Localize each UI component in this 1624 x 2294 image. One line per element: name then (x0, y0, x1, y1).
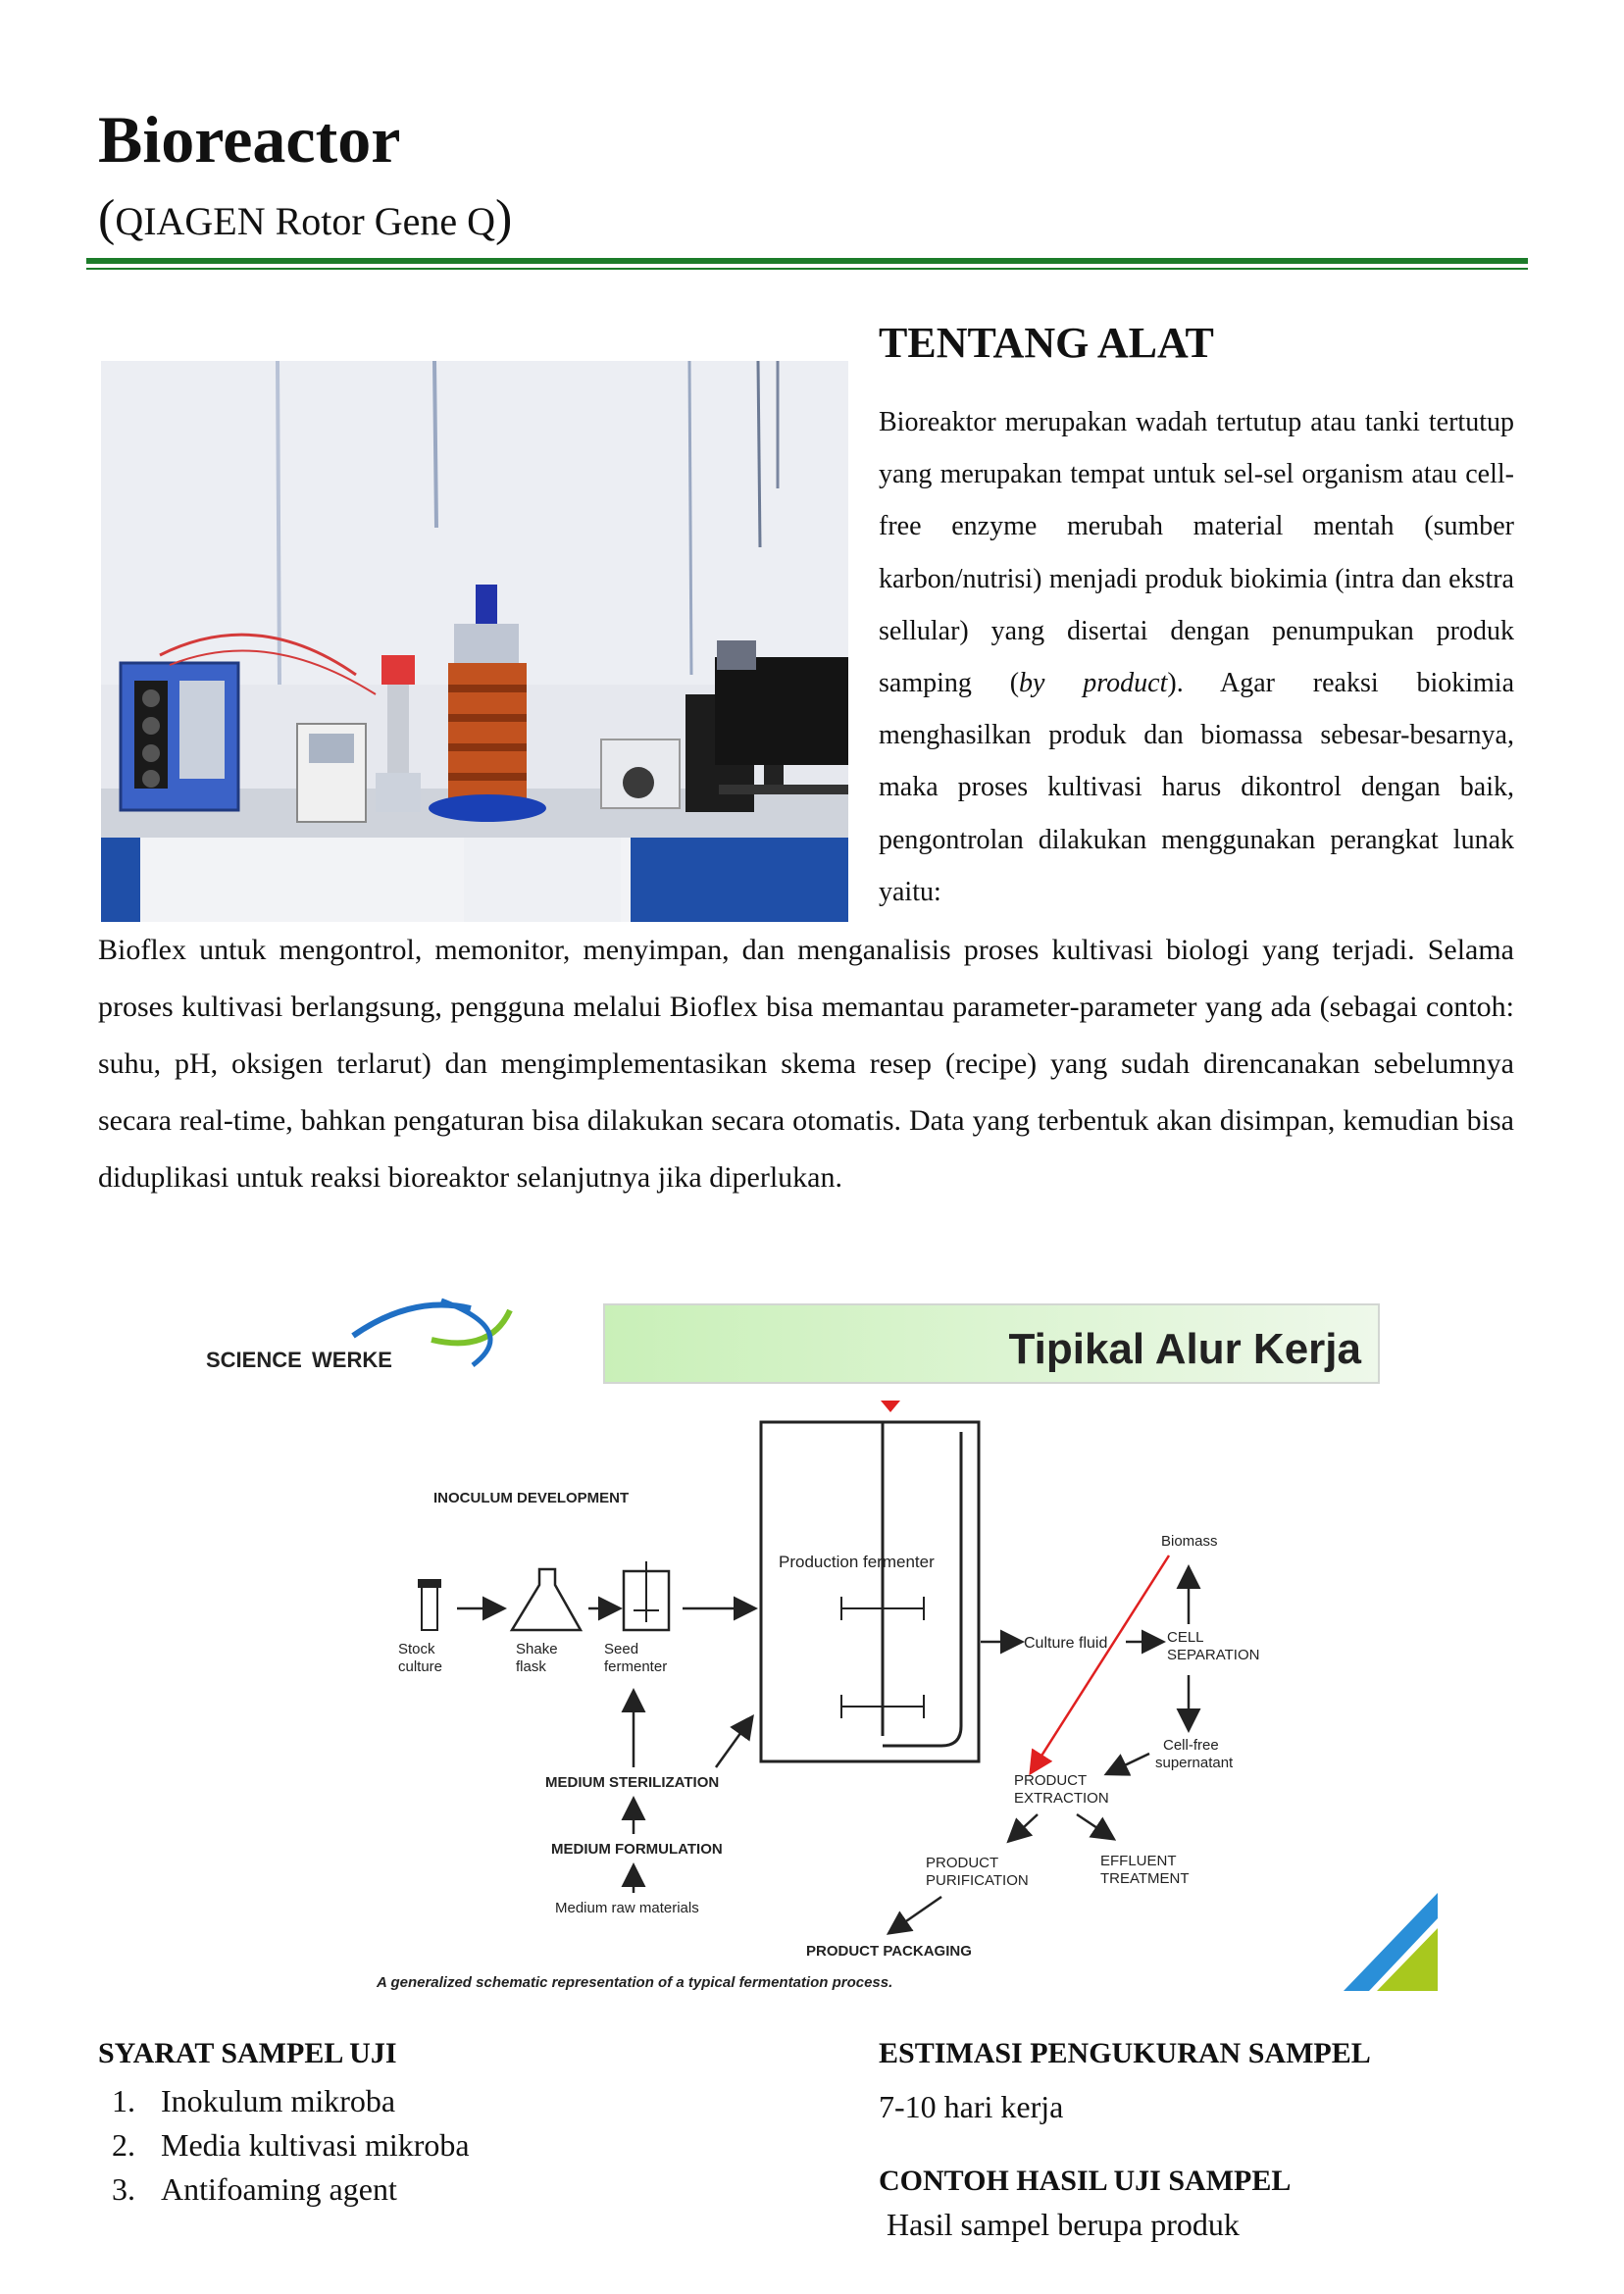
subtitle-text: QIAGEN Rotor Gene Q (115, 199, 496, 243)
about-paragraph (879, 396, 1514, 918)
medium-sterilization-label: MEDIUM STERILIZATION (545, 1774, 720, 1791)
list-item-number: 1. (112, 2083, 135, 2118)
header-rule-thick (86, 258, 1528, 264)
example-heading: CONTOH HASIL UJI SAMPEL (879, 2165, 1292, 2197)
workflow-banner-title: Tipikal Alur Kerja (1008, 1325, 1361, 1373)
medium-raw-materials-label: Medium raw materials (555, 1900, 699, 1916)
production-fermenter-label: Production fermenter (779, 1553, 935, 1571)
cell-separation-label-2: SEPARATION (1167, 1647, 1260, 1663)
logo-science-text: SCIENCE (206, 1348, 302, 1372)
cell-free-label-2: supernatant (1155, 1755, 1234, 1771)
red-feed-marker (881, 1401, 900, 1412)
page-subtitle (98, 192, 512, 248)
cell-separation-label-1: CELL (1167, 1629, 1204, 1646)
page-title: Bioreactor (98, 102, 401, 177)
product-extraction-label-1: PRODUCT (1014, 1772, 1088, 1789)
stock-culture-icon (422, 1587, 437, 1630)
header-rule-thin (86, 268, 1528, 270)
culture-fluid-label: Culture fluid (1024, 1635, 1108, 1652)
production-fermenter-vessel (761, 1422, 979, 1761)
about-text-part1: Bioreaktor merupakan wadah tertutup atau tanki tertutup yang merupakan tempat untuk sel-sel organism atau cell-free enzyme merubah material mentah (sumber karbon/nutrisi) menjadi produk biokimia (intra dan ekstra sellular) yang disertai dengan penumpukan produk samping ( (879, 407, 1514, 699)
list-item (112, 2123, 470, 2167)
effluent-treatment-label-2: TREATMENT (1100, 1870, 1190, 1887)
product-packaging-label: PRODUCT PACKAGING (806, 1943, 972, 1960)
about-paragraph-continued: Bioflex untuk mengontrol, memonitor, menyimpan, dan menganalisis proses kultivasi biologi yang terjadi. Selama proses kultivasi berlangsung, pengguna melalui Bioflex bisa memantau parameter-parameter yang ada (sebagai contoh: suhu, pH, oksigen terlarut) dan mengimplementasikan skema resep (recipe) yang sudah direncanakan sebelumnya secara real-time, bahkan pengaturan bisa dilakukan secara otomatis. Data yang terbentuk akan disimpan, kemudian bisa diduplikasi untuk reaksi bioreaktor selanjutnya jika diperlukan. (98, 934, 1514, 1194)
subtitle-close-paren: ) (495, 190, 513, 246)
effluent-treatment-label-1: EFFLUENT (1100, 1853, 1177, 1869)
about-heading: TENTANG ALAT (879, 319, 1214, 367)
bioreactor-photo (101, 361, 848, 922)
product-extraction-label-2: EXTRACTION (1014, 1790, 1109, 1807)
requirements-heading: SYARAT SAMPEL UJI (98, 2037, 397, 2069)
workflow-caption: A generalized schematic representation of a typical fermentation process. (377, 1974, 893, 1991)
example-value: Hasil sampel berupa produk (887, 2207, 1240, 2242)
medium-formulation-label: MEDIUM FORMULATION (551, 1841, 723, 1858)
estimate-value: 7-10 hari kerja (879, 2089, 1064, 2124)
seed-label-1: Seed (604, 1641, 639, 1657)
seed-label-2: fermenter (604, 1658, 668, 1675)
cell-free-label-1: Cell-free (1163, 1737, 1219, 1754)
list-item (112, 2167, 470, 2212)
list-item-number: 3. (112, 2171, 135, 2207)
shake-label-1: Shake (516, 1641, 558, 1657)
sciencewerke-logo (206, 1300, 510, 1372)
shake-label-2: flask (516, 1658, 546, 1675)
estimate-heading: ESTIMASI PENGUKURAN SAMPEL (879, 2037, 1371, 2069)
inoculum-development-label: INOCULUM DEVELOPMENT (433, 1490, 630, 1506)
about-text-italic: by product (1019, 668, 1168, 699)
requirements-list (98, 2079, 470, 2212)
product-purification-label-2: PURIFICATION (926, 1872, 1029, 1889)
biomass-label: Biomass (1161, 1533, 1218, 1550)
red-flow-arrow (1032, 1555, 1169, 1771)
list-item (112, 2079, 470, 2123)
product-purification-label-1: PRODUCT (926, 1855, 999, 1871)
shake-flask-icon (512, 1569, 581, 1630)
workflow-diagram (196, 1285, 1451, 1991)
list-item-number: 2. (112, 2127, 135, 2163)
subtitle-open-paren: ( (98, 190, 116, 246)
logo-werke-text: WERKE (312, 1348, 392, 1372)
list-item-label: Antifoaming agent (161, 2171, 397, 2207)
list-item-label: Inokulum mikroba (161, 2083, 396, 2118)
list-item-label: Media kultivasi mikroba (161, 2127, 470, 2163)
stock-label-2: culture (398, 1658, 443, 1675)
stock-label-1: Stock (398, 1641, 435, 1657)
about-text-part2: ). Agar reaksi biokimia menghasilkan produk dan biomassa sebesar-besarnya, maka proses kultivasi harus dikontrol dengan baik, pengontrolan dilakukan menggunakan perangkat lunak yaitu: (879, 668, 1515, 907)
